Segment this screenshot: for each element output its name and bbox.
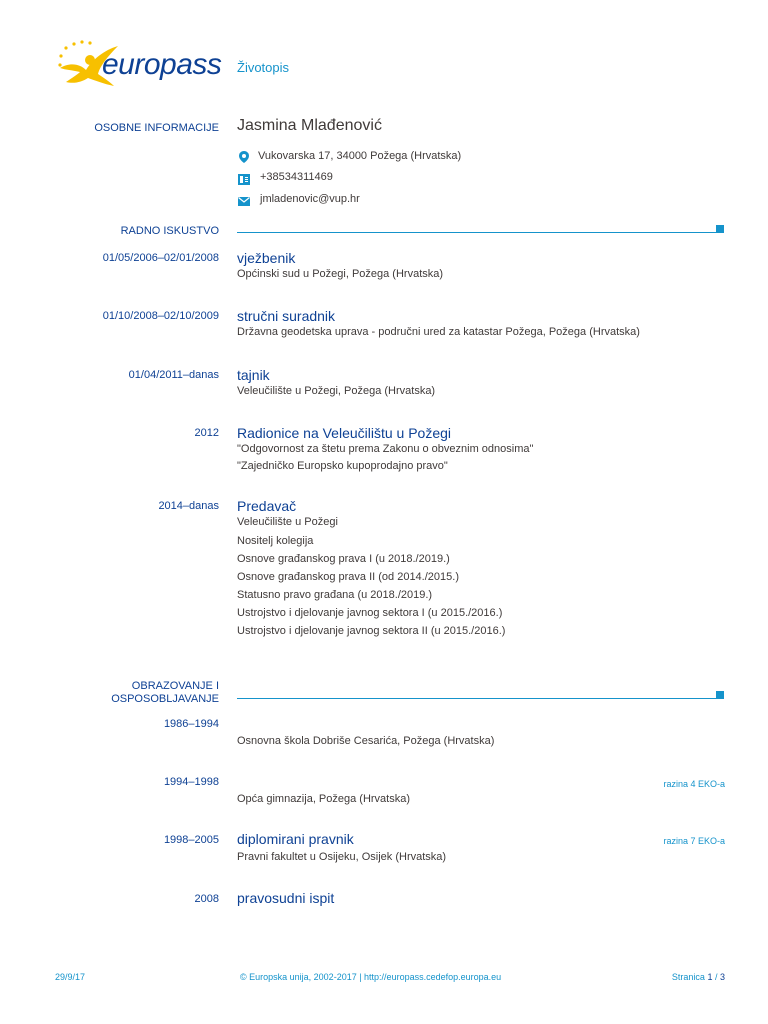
footer-date: 29/9/17	[55, 972, 86, 982]
work-detail: Veleučilište u Požegi, Požega (Hrvatska)	[237, 385, 436, 397]
person-name: Jasmina Mlađenović	[237, 117, 382, 134]
work-date: 01/05/2006–02/01/2008	[102, 252, 219, 264]
work-title: vježbenik	[237, 250, 296, 266]
work-detail: "Zajedničko Europsko kupoprodajno pravo"	[237, 460, 448, 472]
section-rule-work	[237, 232, 717, 233]
work-date: 01/04/2011–danas	[128, 369, 219, 381]
work-detail: Općinski sud u Požegi, Požega (Hrvatska)	[237, 268, 444, 280]
education-date: 1986–1994	[163, 718, 219, 730]
work-detail: Ustrojstvo i djelovanje javnog sektora I (u 2015./2016.)	[237, 607, 503, 619]
work-detail: Osnove građanskog prava I (u 2018./2019.)	[237, 553, 450, 565]
section-rule-square-work	[716, 225, 724, 233]
work-detail: Ustrojstvo i djelovanje javnog sektora II (u 2015./2016.)	[237, 625, 506, 637]
footer-page-separator: /	[712, 972, 720, 982]
section-label-education-line1: OBRAZOVANJE I	[131, 680, 219, 692]
work-detail: Veleučilište u Požegi	[237, 516, 338, 528]
europass-logo	[52, 38, 232, 90]
section-rule-education	[237, 698, 717, 699]
email-text[interactable]: jmladenovic@vup.hr	[260, 193, 360, 205]
work-date: 01/10/2008–02/10/2009	[102, 310, 219, 322]
section-label-work: RADNO ISKUSTVO	[120, 225, 219, 237]
footer-page-total: 3	[719, 972, 725, 982]
education-detail: Osnovna škola Dobriše Cesarića, Požega (Hrvatska)	[237, 735, 495, 747]
work-detail: "Odgovornost za štetu prema Zakonu o obveznim odnosima"	[237, 443, 534, 455]
education-date: 1994–1998	[163, 776, 219, 788]
education-title: diplomirani pravnik	[237, 831, 354, 847]
work-title: Predavač	[237, 498, 297, 514]
work-date: 2014–danas	[158, 500, 219, 512]
logo-wordmark: europass	[102, 48, 222, 81]
document-title: Životopis	[237, 60, 290, 75]
work-title: Radionice na Veleučilištu u Požegi	[237, 425, 452, 441]
footer-copyright: © Europska unija, 2002-2017 | http://europass.cedefop.europa.eu	[240, 972, 502, 982]
email-envelope-icon	[237, 194, 251, 208]
education-detail: Pravni fakultet u Osijeku, Osijek (Hrvatska)	[237, 851, 447, 863]
section-rule-square-education	[716, 691, 724, 699]
address-text: Vukovarska 17, 34000 Požega (Hrvatska)	[258, 150, 462, 162]
work-detail: Državna geodetska uprava - područni ured za katastar Požega, Požega (Hrvatska)	[237, 326, 640, 338]
footer-page-current: 1	[707, 972, 713, 982]
footer-page-label: Stranica	[671, 972, 705, 982]
section-label-personal: OSOBNE INFORMACIJE	[94, 122, 219, 134]
phone-icon	[237, 172, 251, 186]
education-title: pravosudni ispit	[237, 890, 335, 906]
education-date: 2008	[194, 893, 219, 905]
footer-page-number	[672, 972, 725, 982]
education-level-badge: razina 7 EKO-a	[663, 836, 725, 846]
education-date: 1998–2005	[163, 834, 219, 846]
location-pin-icon	[237, 150, 251, 164]
work-detail: Nositelj kolegija	[237, 535, 314, 547]
work-detail: Statusno pravo građana (u 2018./2019.)	[237, 589, 433, 601]
phone-text: +38534311469	[260, 171, 333, 183]
work-title: stručni suradnik	[237, 308, 336, 324]
section-label-education-line2: OSPOSOBLJAVANJE	[111, 693, 219, 705]
work-detail: Osnove građanskog prava II (od 2014./2015.)	[237, 571, 459, 583]
work-title: tajnik	[237, 367, 270, 383]
education-level-badge: razina 4 EKO-a	[663, 779, 725, 789]
education-detail: Opća gimnazija, Požega (Hrvatska)	[237, 793, 411, 805]
work-date: 2012	[194, 427, 219, 439]
